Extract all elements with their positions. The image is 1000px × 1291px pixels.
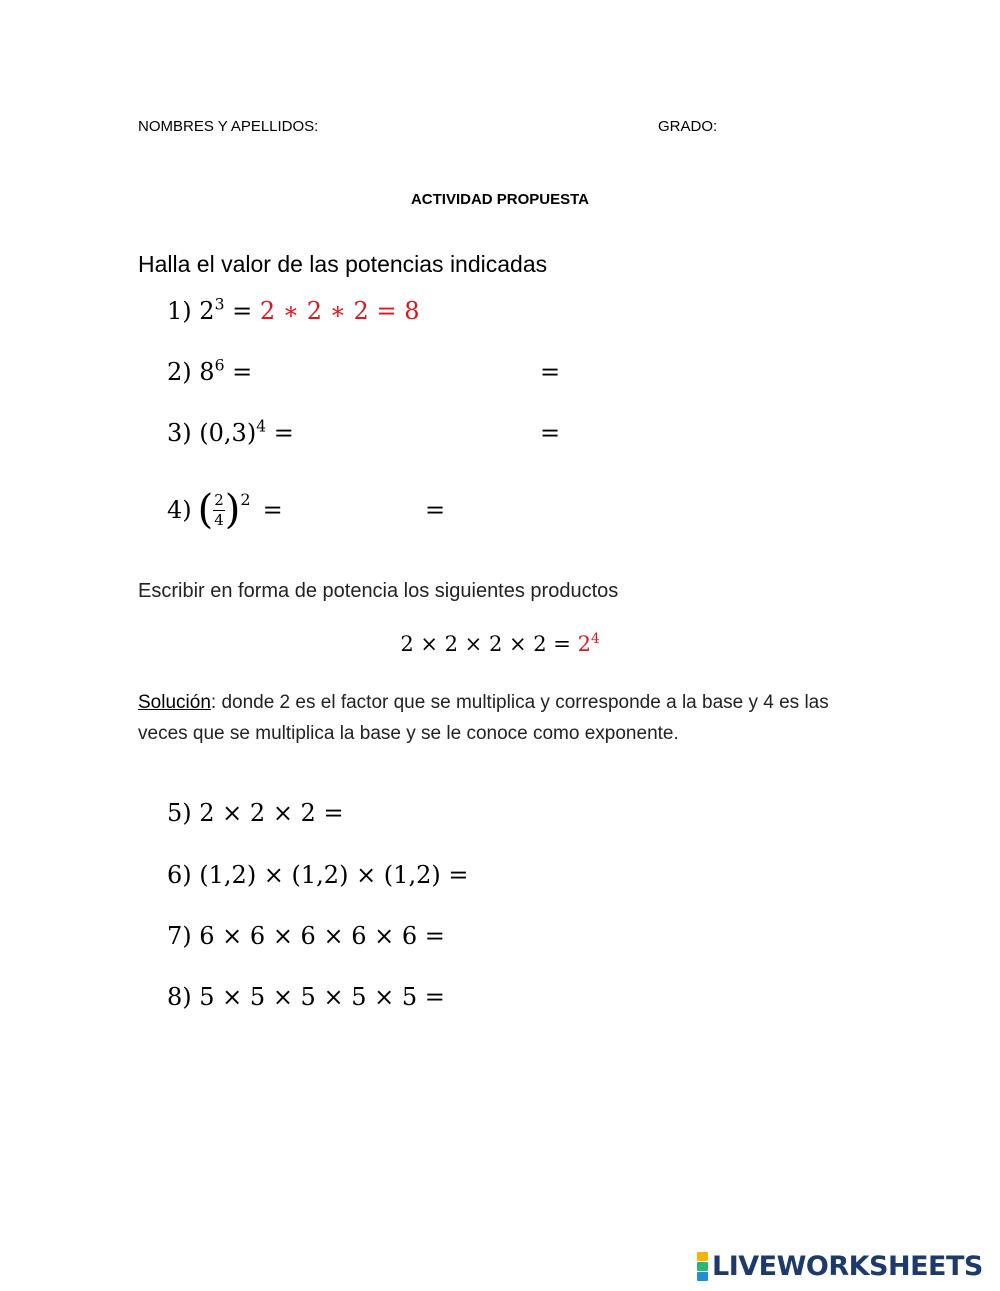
example-product bbox=[0, 632, 1000, 656]
exponent: 4 bbox=[256, 417, 267, 436]
fraction-numerator: 2 bbox=[214, 490, 224, 509]
equals-sign: = bbox=[232, 297, 253, 325]
exercise-number: 5) bbox=[167, 799, 192, 827]
exercise-number: 4) bbox=[167, 496, 192, 524]
base: 2 bbox=[199, 297, 215, 325]
exercise-text: 2 × 2 × 2 = bbox=[199, 799, 344, 827]
exercise-3-second-equals: = bbox=[540, 419, 561, 447]
exercise-number: 3) bbox=[167, 419, 192, 447]
liveworksheets-logo-icon bbox=[697, 1252, 708, 1281]
liveworksheets-logo bbox=[697, 1251, 983, 1282]
exercise-number: 1) bbox=[167, 297, 192, 325]
exercise-3 bbox=[167, 419, 294, 447]
fraction bbox=[213, 490, 225, 529]
exercise-number: 7) bbox=[167, 922, 192, 950]
page-title: ACTIVIDAD PROPUESTA bbox=[410, 191, 590, 208]
base: 8 bbox=[199, 358, 215, 386]
names-label: NOMBRES Y APELLIDOS: bbox=[138, 118, 319, 135]
fraction-denominator: 4 bbox=[214, 510, 224, 529]
solution-paragraph bbox=[138, 687, 868, 749]
exponent: 3 bbox=[214, 295, 225, 314]
open-paren: ( bbox=[197, 487, 214, 533]
solution-label: Solución bbox=[138, 692, 211, 713]
logo-text: LIVEWORKSHEETS bbox=[712, 1251, 983, 1282]
example-product-text: 2 × 2 × 2 × 2 = bbox=[400, 632, 571, 656]
example-answer bbox=[578, 632, 600, 656]
exercise-4-second-equals: = bbox=[425, 496, 446, 524]
exercise-number: 8) bbox=[167, 983, 192, 1011]
example-exponent: 4 bbox=[590, 630, 600, 647]
equals-sign: = bbox=[262, 496, 283, 524]
section2-instruction: Escribir en forma de potencia los siguientes productos bbox=[138, 580, 619, 602]
answer: 2 ∗ 2 ∗ 2 = 8 bbox=[259, 297, 420, 325]
exercise-8 bbox=[167, 983, 445, 1011]
exercise-2-second-equals: = bbox=[540, 358, 561, 386]
exercise-1 bbox=[167, 297, 419, 325]
exercise-2 bbox=[167, 358, 252, 386]
exponent: 6 bbox=[214, 356, 225, 375]
exercise-6 bbox=[167, 861, 468, 889]
exercise-7 bbox=[167, 922, 445, 950]
example-base: 2 bbox=[577, 632, 591, 656]
solution-text: : donde 2 es el factor que se multiplica y corresponde a la base y 4 es las veces que se multiplica la base y se le conoce como exponente. bbox=[138, 692, 829, 744]
base: (0,3) bbox=[199, 419, 257, 447]
exercise-number: 6) bbox=[167, 861, 192, 889]
exercise-text: (1,2) × (1,2) × (1,2) = bbox=[199, 861, 469, 889]
exercise-text: 6 × 6 × 6 × 6 × 6 = bbox=[199, 922, 445, 950]
close-paren: ) bbox=[224, 487, 241, 533]
grade-label: GRADO: bbox=[658, 118, 718, 135]
equals-sign: = bbox=[273, 419, 294, 447]
equals-sign: = bbox=[232, 358, 253, 386]
exercise-5 bbox=[167, 799, 344, 827]
exercise-number: 2) bbox=[167, 358, 192, 386]
section1-instruction: Halla el valor de las potencias indicadas bbox=[138, 251, 548, 277]
exercise-text: 5 × 5 × 5 × 5 × 5 = bbox=[199, 983, 445, 1011]
exercise-4 bbox=[167, 480, 283, 540]
exponent: 2 bbox=[240, 490, 251, 509]
